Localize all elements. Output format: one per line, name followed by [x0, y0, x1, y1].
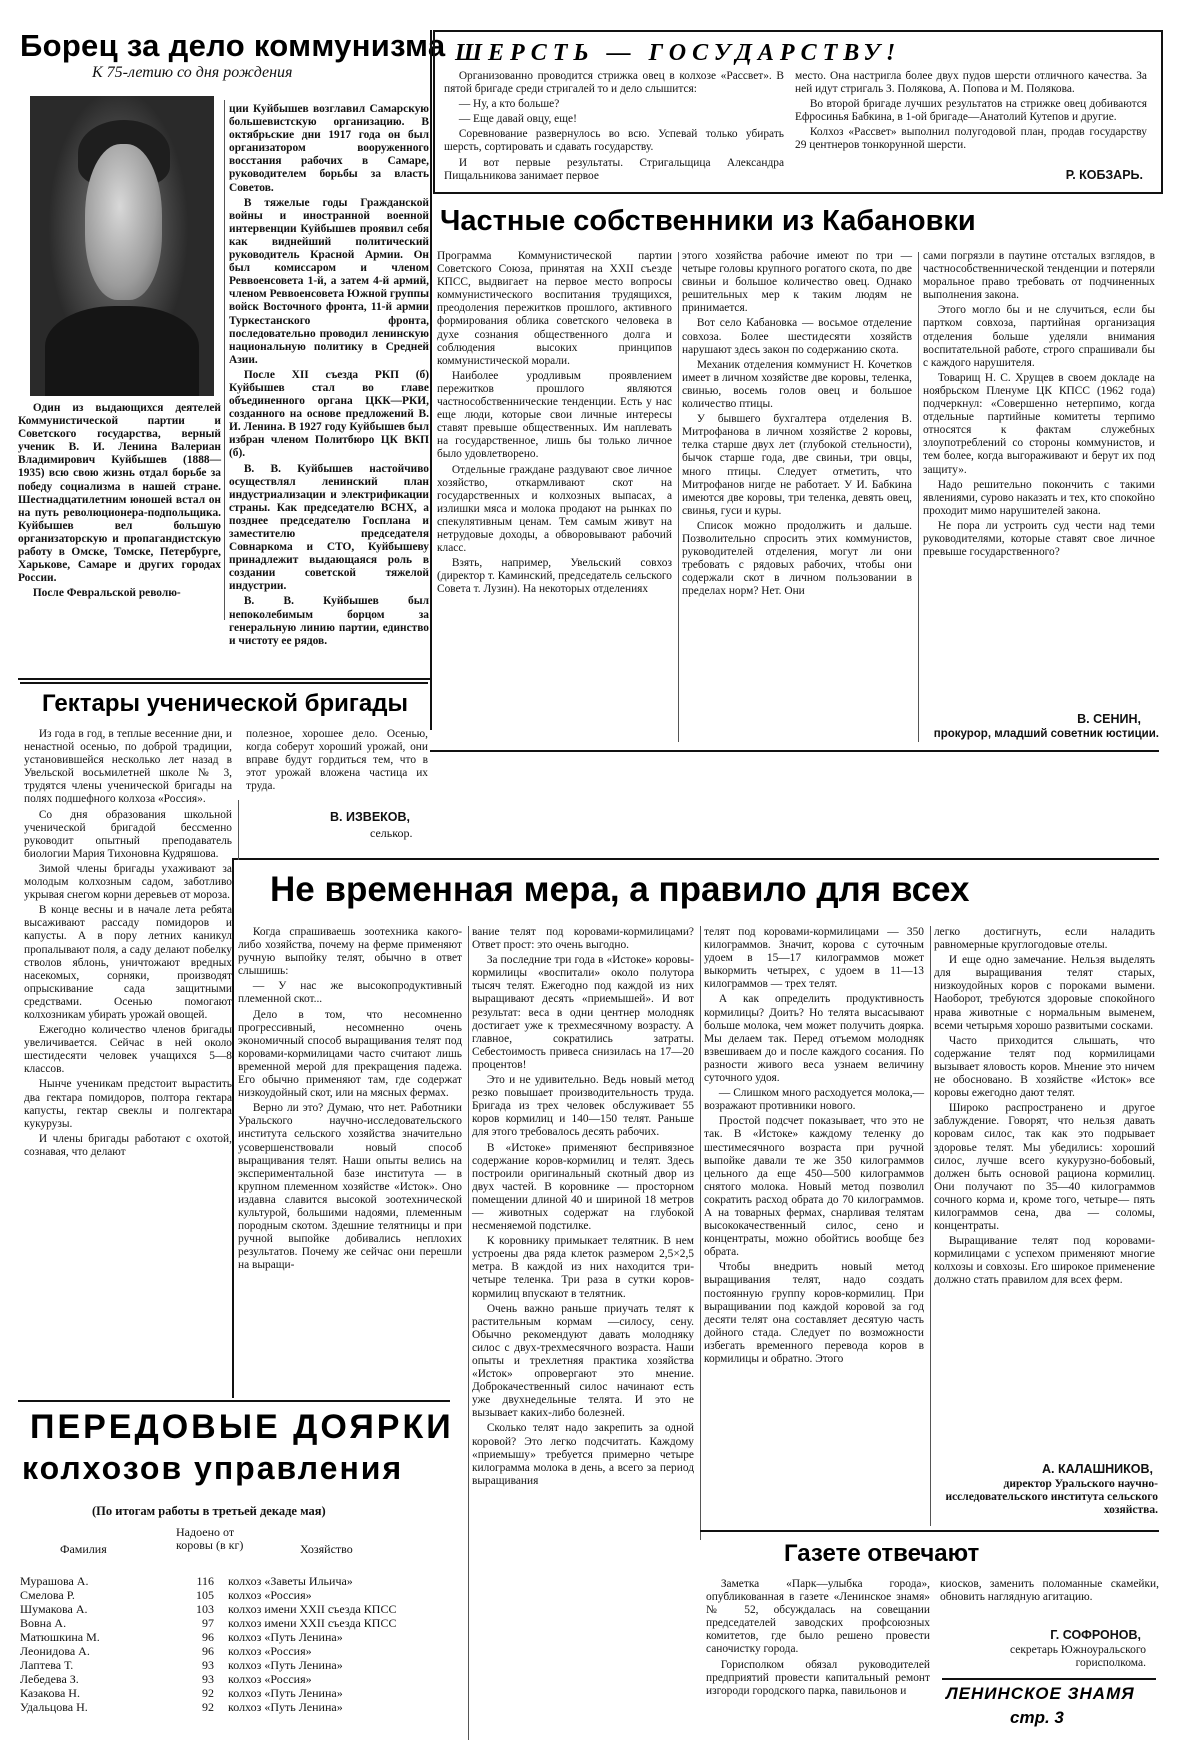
measure-paragraph: Это и не удивительно. Ведь новый метод резко повышает производительность труда. Бригада из трех человек обслуживает 55 коров кормилиц и 140—150 телят. Раньше для этого требовалось десять рабочих. — [472, 1074, 694, 1139]
column-rule — [430, 30, 432, 730]
owners-paragraph: Товарищ Н. С. Хрущев в своем докладе на ноябрьском Пленуме ЦК КПСС (1962 года) подчеркнул: «Совершенно нетерпимо, когда отдельные партийные комитеты терпимо относятся к фактам служебных злоупотреблений со стороны коммунистов, и тем более, когда выгораживают и берут их под защиту». — [923, 371, 1155, 476]
measure-body — [238, 926, 1159, 1490]
kuibyshev-paragraph: В. В. Куйбышев настойчиво осуществлял ленинский план индустриализации и электрификации страны. Как председателю ВСНХ, а позднее председателю Госплана и заместителю председателя Совнаркома и СТО, Куйбышеву принадлежит выдающаяся роль в создании советской тяжелой индустрии. — [229, 462, 429, 593]
hectares-paragraph: Со дня образования школьной ученической бригадой бессменно руководит опытный преподаватель биологии Мария Тихоновна Кудряшова. — [24, 808, 232, 860]
owners-paragraph: Не пора ли устроить суд чести над теми руководителями, которые ставят свое личное превыше государственного? — [923, 519, 1155, 559]
section-rule — [700, 1530, 1159, 1532]
measure-paragraph: К коровнику примыкает телятник. В нем устроены два ряда клеток размером 2,5×2,5 метра. В каждой из них находится три-четыре теленка. Три раза в сутки коров-кормилиц впускают в телятник. — [472, 1235, 694, 1300]
farm-name: колхоз «Путь Ленина» — [228, 1658, 343, 1672]
owners-paragraph: Надо решительно покончить с такими явлениями, сурово наказать и тех, кто спокойно проходит мимо нарушителей закона. — [923, 478, 1155, 517]
milk-yield: 92 — [202, 1700, 214, 1714]
section-rule — [430, 750, 1159, 752]
wool-paragraph: Соревнование развернулось во всю. Успевай только убирать шерсть, сортировать и сдавать государству. — [444, 128, 784, 154]
table-row — [20, 1574, 396, 1588]
wool-paragraph: Во второй бригаде лучших результатов на стрижке овец добиваются Ефросинья Бабкина, в 1-ой бригаде—Анатолий Кутепов и другие. — [795, 98, 1147, 124]
milk-yield: 93 — [202, 1658, 214, 1672]
table-row — [20, 1630, 396, 1644]
kuibyshev-paragraph: ции Куйбышев возглавил Самарскую большевистскую организацию. В октябрьские дни 1917 года он был организатором вооруженного восстания рабочих в Самаре, руководителем борьбы за власть Советов. — [229, 103, 429, 194]
measure-paragraph: Когда спрашиваешь зоотехника какого-либо хозяйства, почему на ферме применяют ручную выпойку телят, обычно в ответ слышишь: — [238, 926, 462, 978]
table-row — [20, 1672, 396, 1686]
hectares-paragraph: И члены бригады работают с охотой, сознавая, что делают — [24, 1132, 232, 1158]
wool-body-left — [444, 70, 784, 188]
dairy-header-yield: Надоено от коровы (в кг) — [176, 1525, 244, 1552]
milk-yield: 103 — [196, 1602, 214, 1616]
table-row — [20, 1686, 396, 1700]
milkmaid-name: Смелова Р. — [20, 1588, 75, 1602]
reply-title: Газете отвечают — [784, 1540, 980, 1567]
reply-body-right — [940, 1578, 1159, 1626]
farm-name: колхоз «Заветы Ильича» — [228, 1574, 353, 1588]
farm-name: колхоз «Путь Ленина» — [228, 1686, 343, 1700]
measure-paragraph: И еще одно замечание. Нельзя выделять для выращивания телят старых, низкоудойных коров с пороками вымени. Наоборот, требуются здоровые спокойного нрава животные с нормальным выменем, всеми четырьмя хорошо развитыми сосками. — [934, 954, 1155, 1032]
hectares-paragraph: В конце весны и в начале лета ребята высаживают рассаду помидоров и капусты. А в пору летних каникул пропалывают поля, а саду делают побелку стволов яблонь, уничтожают вредных насекомых, сорняки, производят опрыскивание сада защитными средствами. Осенью помогают колхозникам убирать урожай овощей. — [24, 904, 232, 1021]
column-rule — [232, 858, 234, 1398]
kuibyshev-paragraph: В. В. Куйбышев был непоколебимым борцом за генеральную линию партии, единство и чистоту ее рядов. — [229, 595, 429, 647]
farm-name: колхоз «Россия» — [228, 1672, 312, 1686]
milkmaid-name: Лаптева Т. — [20, 1658, 74, 1672]
owners-paragraph: Отдельные граждане раздувают свое личное хозяйство, откармливают скот на государственных и колхозных выпасах, а излишки мяса и молока продают на рынках по спекулятивным ценам. Тем самым живут на нетрудовые доходы, а обворовывают рабочий класс. — [437, 463, 672, 555]
owners-paragraph: Список можно продолжить и дальше. Позволительно спросить этих коммунистов, руководителей отделения, могут ли они требовать с рядовых рабочих, чтобы они содержали скот в личном пользовании в пределах норм? Нет. Они — [682, 519, 912, 598]
owners-paragraph: сами погрязли в паутине отсталых взглядов, в частнособственнической тенденции и потеряли моральное право требовать от подчиненных выполнения закона. — [923, 250, 1155, 302]
column-rule — [918, 252, 919, 742]
kuibyshev-paragraph: После XII съезда РКП (б) Куйбышев стал во главе объединенного органа ЦКК—РКИ, созданного на основе предложений В. И. Ленина. В 1927 году Куйбышев был избран членом Политбюро ЦК ВКП (б). — [229, 368, 429, 460]
dairy-subtitle: колхозов управления — [22, 1450, 404, 1486]
kuibyshev-col1-tail: После Февральской револю- — [32, 587, 181, 600]
milk-yield: 93 — [202, 1672, 214, 1686]
hectares-paragraph: Зимой члены бригады ухаживают за молодым колхозным садом, заботливо укрывая снегом корни деревьев от мороза. — [24, 862, 232, 902]
dairy-period: (По итогам работы в третьей декаде мая) — [92, 1504, 326, 1518]
measure-paragraph: Очень важно раньше приучать телят к растительным кормам —силосу, сену. Обычно рекомендуют давать молодняку силос с двух-трехмесячного возраста. Наши опыты и трехлетняя практика хозяйства «Исток» опровергают это мнение. Доброкачественный силос начинают есть уже двухнедельные телята. И это не вызывает каких-либо болезней. — [472, 1302, 694, 1420]
hectares-paragraph: полезное, хорошее дело. Осенью, когда соберут хороший урожай, они вправе будут гордиться тем, что в этот урожай вложена частица их труда. — [246, 728, 428, 793]
dairy-header-name: Фамилия — [60, 1542, 107, 1556]
milkmaid-name: Матюшкина М. — [20, 1630, 100, 1644]
measure-paragraph: Часто приходится слышать, что содержание телят под кормилицами вызывает яловость коров. Мнение это ничем не обосновано. В хозяйстве «Исток» все коровы ежегодно дают телят. — [934, 1034, 1155, 1100]
owners-title: Частные собственники из Кабановки — [440, 205, 976, 237]
milk-yield: 96 — [202, 1630, 214, 1644]
farm-name: колхоз имени XXII съезда КПСС — [228, 1616, 397, 1630]
wool-paragraph: — Еще давай овцу, еще! — [458, 113, 577, 126]
measure-paragraph: — Слишком много расходуется молока,— возражают противники нового. — [704, 1087, 924, 1113]
hectares-paragraph: Нынче ученикам предстоит вырастить два гектара помидоров, полтора гектара капусты, гектар свеклы и полгектара кукурузы. — [24, 1078, 232, 1130]
wool-paragraph: И вот первые результаты. Стригальщица Александра Пищальникова занимает первое — [444, 156, 784, 182]
kuibyshev-paragraph: В тяжелые годы Гражданской войны и иностранной военной интервенции Куйбышев проявил себя как виднейший политический руководитель Красной Армии. Он был комиссаром и членом Реввоенсовета 1-й, а затем 4-й армий, членом Реввоенсовета Южной группы войск Восточного фронта, 11-й армии Туркестанского фронта, последовательно проводил ленинскую национальную политику в Средней Азии. — [229, 196, 429, 366]
measure-paragraph: Сколько телят надо закрепить за одной коровой? Это легко подсчитать. Каждому «приемышу» требуется примерно четыре килограмма молока в день, а всего за период выращивания — [472, 1422, 694, 1487]
owners-paragraph: У бывшего бухгалтера отделения В. Митрофанова в личном хозяйстве 2 коровы, телка старше двух лет (глубокой стельности), бычок старше года, две свиньи, три овцы, много птицы. Следует отметить, что Митрофанов нигде не работает. У И. Бабкина имеются две коровы, три теленка, девять овец, свинья, гуси и куры. — [682, 413, 912, 517]
dairy-table — [20, 1574, 396, 1714]
measure-paragraph: Верно ли это? Думаю, что нет. Работники Уральского научно-исследовательского института сельского хозяйства значительно усовершенствовали новый способ выращивания телят. Наши опыты велись на экспериментальной базе института — в крупном племенном хозяйстве «Исток». Оно издавна славится высокой зоотехнической культурой, большими надоями, племенным породным скотом. Здешние телятницы и при ручной выпойке добивались неплохих результатов. Почему же сейчас они перешли на выращи- — [238, 1102, 462, 1272]
reply-body-left — [706, 1578, 930, 1720]
farm-name: колхоз «Россия» — [228, 1644, 312, 1658]
column-rule — [700, 926, 701, 1540]
milkmaid-name: Удальцова Н. — [20, 1700, 88, 1714]
hectares-signature: В. ИЗВЕКОВ, — [330, 810, 411, 824]
measure-paragraph: телят под коровами-кормилицами — 350 килограммов. Значит, корова с суточным удоем в 15—17 килограммов может выкормить четырех, с удоем в 11—13 килограммов — трех телят. — [704, 926, 924, 991]
owners-paragraph: Этого могло бы и не случиться, если бы партком совхоза, партийная организация отделения больше уделяли внимания воспитательной работе, строго спрашивали бы с каждого нарушителя. — [923, 304, 1155, 369]
column-rule — [678, 252, 679, 742]
milk-yield: 96 — [202, 1644, 214, 1658]
masthead: ЛЕНИНСКОЕ ЗНАМЯ — [946, 1684, 1135, 1703]
measure-paragraph: Простой подсчет показывает, что это не так. В «Истоке» каждому теленку до шестимесячного возраста при ручной выпойке давали те же 350 килограммов цельного да еще 450—500 килограммов снятого молока. Новый метод позволил сократить расход обрата до 70 килограммов. А на товарных фермах, снарливая телятам высококачественный силос, сено и концентраты, можно обойтись вообще без обрата. — [704, 1115, 924, 1259]
owners-paragraph: Наиболее уродливым проявлением пережитков прошлого являются частнособственнические тенденции. Есть у нас еще люди, которые свои личные интересы ставят превыше общественных. Им наплевать на государственное, лишь бы только личное было удовлетворено. — [437, 369, 672, 461]
milkmaid-name: Лебедева З. — [20, 1672, 79, 1686]
table-row — [20, 1644, 396, 1658]
section-rule — [18, 678, 430, 680]
measure-paragraph: А как определить продуктивность кормилицы? Доить? Но телята высасывают больше молока, чем может получить доярка. Мы делаем так. Перед отъемом молодняк взвешиваем до и после каждого сосания. По разности живого веса узнаем величину суточного удоя. — [704, 993, 924, 1085]
milk-yield: 97 — [202, 1616, 214, 1630]
milkmaid-name: Казакова Н. — [20, 1686, 80, 1700]
milkmaid-name: Вовна А. — [20, 1616, 67, 1630]
column-rule — [224, 100, 225, 620]
owners-paragraph: Программа Коммунистической партии Советского Союза, принятая на XXII съезде КПСС, выдвигает на первое место вопросы коммунистического воспитания трудящихся, преодоления пережитков прошлого, активного формирования облика советского человека в духе сознания общественного долга и соблюдения высоких принципов коммунистической морали. — [437, 250, 672, 367]
measure-paragraph: легко достигнуть, если наладить равномерные круглогодовые отелы. — [934, 926, 1155, 952]
dairy-header-farm: Хозяйство — [300, 1542, 353, 1556]
table-row — [20, 1700, 396, 1714]
farm-name: колхоз «Путь Ленина» — [228, 1630, 343, 1644]
table-row — [20, 1602, 396, 1616]
milk-yield: 105 — [196, 1588, 214, 1602]
owners-signature-position: прокурор, младший советник юстиции. — [933, 728, 1159, 740]
table-row — [20, 1658, 396, 1672]
wool-body-right — [795, 70, 1147, 166]
hectares-body-right — [246, 728, 428, 800]
section-rule — [18, 1400, 450, 1402]
owners-paragraph: Взять, например, Увельский совхоз (директор т. Каминский, председатель сельского Совета т. Лузин). На некоторых отделениях — [437, 557, 672, 596]
milk-yield: 116 — [196, 1574, 214, 1588]
owners-body — [437, 250, 1159, 746]
measure-paragraph: Дело в том, что несомненно прогрессивный, несомненно очень экономичный способ выращивания телят под коровами-кормилицами часто считают лишь временной мерой для прекращения падежа. Его обычно применяют там, где содержат низкоудойный скот, или на мясных фермах. — [238, 1008, 462, 1100]
hectares-paragraph: Из года в год, в теплые весенние дни, и ненастной осенью, по доброй традиции, установившейся несколько лет назад в Увельской восьмилетней школе № 3, трудятся члены ученической бригады на полях подшефного колхоза «Россия». — [24, 728, 232, 806]
kuibyshev-subtitle: К 75-летию со дня рождения — [92, 64, 293, 81]
measure-paragraph: Выращивание телят под коровами-кормилицами с успехом применяют многие колхозы и совхозы. Его широкое применение должно стать правилом для всех ферм. — [934, 1235, 1155, 1287]
farm-name: колхоз «Россия» — [228, 1588, 312, 1602]
milkmaid-name: Леонидова А. — [20, 1644, 90, 1658]
table-row — [20, 1588, 396, 1602]
wool-signature: Р. КОБЗАРЬ. — [1065, 168, 1143, 182]
measure-title: Не временная мера, а правило для всех — [270, 870, 970, 909]
owners-paragraph: Вот село Кабановка — восьмое отделение совхоза. Более шестидесяти хозяйств нарушают здесь закон по содержанию скота. — [682, 317, 912, 356]
kuibyshev-portrait — [30, 96, 214, 396]
page-number: стр. 3 — [1010, 1708, 1064, 1727]
measure-paragraph: В «Истоке» применяют беспривязное содержание коров-кормилиц и телят. Здесь построили оригинальный скотный двор из двух частей. В коровнике — просторном помещении длиной 40 и шириной 18 метров — животных содержат на глубокой несменяемой подстилке. — [472, 1141, 694, 1233]
milk-yield: 92 — [202, 1686, 214, 1700]
measure-signature-position: директор Уральского научно-исследовательского института сельского хозяйства. — [945, 1478, 1158, 1516]
measure-paragraph: За последние три года в «Истоке» коровы-кормилицы «воспитали» около полутора тысяч телят. Ежегодно под каждой из них выращивают десять «приемышей». И вот результат: веса в одни центнер молодняк достигает уже к трехмесячному возрасту. А главное, сократились затраты. Себестоимость привеса снизилась на 17—20 процентов! — [472, 954, 694, 1071]
hectares-body-left — [24, 728, 232, 1388]
wool-paragraph: место. Она настригла более двух пудов шерсти отличного качества. За ней идут стригаль З. Полякова, А. Попова и М. Полякова. — [795, 70, 1147, 96]
column-rule — [930, 926, 931, 1526]
hectares-title: Гектары ученической бригады — [42, 690, 408, 717]
hectares-paragraph: Ежегодно количество членов бригады увеличивается. Сейчас в ней около шестидесяти человек учащихся 5—8 классов. — [24, 1024, 232, 1076]
reply-signature-position: секретарь Южноуральского горисполкома. — [1009, 1644, 1146, 1669]
dairy-title: ПЕРЕДОВЫЕ ДОЯРКИ — [30, 1408, 454, 1446]
measure-paragraph: Широко распространено и другое заблуждение. Говорят, что нельзя давать коровам силос, так как это подрывает здоровье телят. Мы убедились: хороший силос, лучше всего кукурузно-бобовый, должен быть основой рациона кормилиц. Они получают по 35—40 килограммов сочного корма и, кроме того, четыре— пять килограммов сена, два — соломы, концентраты. — [934, 1102, 1155, 1233]
kuibyshev-body — [229, 103, 429, 647]
reply-paragraph: Заметка «Парк—улыбка города», опубликованная в газете «Ленинское знамя» № 52, обсуждалась на совещании председателей заводских профсоюзных комитетов, где было решено провести саночистку города. — [706, 1578, 930, 1656]
milkmaid-name: Шумакова А. — [20, 1602, 88, 1616]
owners-signature: В. СЕНИН, — [1077, 712, 1141, 726]
hectares-signature-position: селькор. — [370, 826, 413, 840]
wool-title: ШЕРСТЬ — ГОСУДАРСТВУ! — [455, 40, 902, 66]
measure-paragraph: — У нас же высокопродуктивный племенной скот... — [238, 980, 462, 1006]
wool-paragraph: Организованно проводится стрижка овец в колхозе «Рассвет». В пятой бригаде среди стригалей то и дело слышится: — [444, 70, 784, 96]
kuibyshev-title: Борец за дело коммунизма — [20, 28, 446, 63]
table-row — [20, 1616, 396, 1630]
kuibyshev-photo-caption — [18, 402, 221, 630]
measure-top-rule — [233, 858, 1159, 860]
reply-paragraph: Горисполком обязал руководителей предприятий провести капитальный ремонт изгороди городского парка, павильонов и — [706, 1658, 930, 1697]
photo-caption-text: Один из выдающихся деятелей Коммунистической партии и Советского государства, верный ученик В. И. Ленина Валериан Владимирович Куйбышев (1888— 1935) всю свою жизнь отдал борьбе за победу социализма в нашей стране. Шестнадцатилетним юношей встал он на путь революционера-подпольщика. Куйбышев вел большую организаторскую и пропагандистскую работу в Омске, Томске, Петербурге, Харькове, Самаре и других городах России. — [18, 402, 221, 585]
wool-paragraph: — Ну, а кто больше? — [458, 98, 560, 111]
wool-paragraph: Колхоз «Рассвет» выполнил полугодовой план, продав государству 29 центнеров тонкорунной шерсти. — [795, 126, 1147, 152]
owners-paragraph: Механик отделения коммунист Н. Кочетков имеет в личном хозяйстве две коровы, теленка, свинью, восемь голов овец и большое количество птицы. — [682, 358, 912, 411]
reply-paragraph: киосков, заменить поломанные скамейки, обновить наглядную агитацию. — [940, 1578, 1159, 1604]
reply-signature: Г. СОФРОНОВ, — [1050, 1628, 1141, 1642]
column-rule — [238, 800, 239, 860]
farm-name: колхоз имени XXII съезда КПСС — [228, 1602, 397, 1616]
measure-signature: А. КАЛАШНИКОВ, — [1041, 1462, 1153, 1476]
farm-name: колхоз «Путь Ленина» — [228, 1700, 343, 1714]
milkmaid-name: Мурашова А. — [20, 1574, 89, 1588]
owners-paragraph: этого хозяйства рабочие имеют по три — четыре головы крупного рогатого скота, по две свиньи и большое количество овец. Однако решительных мер к таким людям не принимается. — [682, 250, 912, 315]
footer-top-rule — [942, 1678, 1156, 1680]
column-rule — [468, 1400, 469, 1740]
hectares-title-box — [20, 682, 428, 684]
measure-paragraph: Чтобы внедрить новый метод выращивания телят, надо создать постоянную группу коров-кормилиц. При выращивании под каждой коровой за год десяти телят она составляет десятую часть дойного стада. Следует по возможности избегать временного перевода коров в кормилицы и обратно. Этого — [704, 1261, 924, 1365]
measure-paragraph: вание телят под коровами-кормилицами? Ответ прост: это очень выгодно. — [472, 926, 694, 952]
